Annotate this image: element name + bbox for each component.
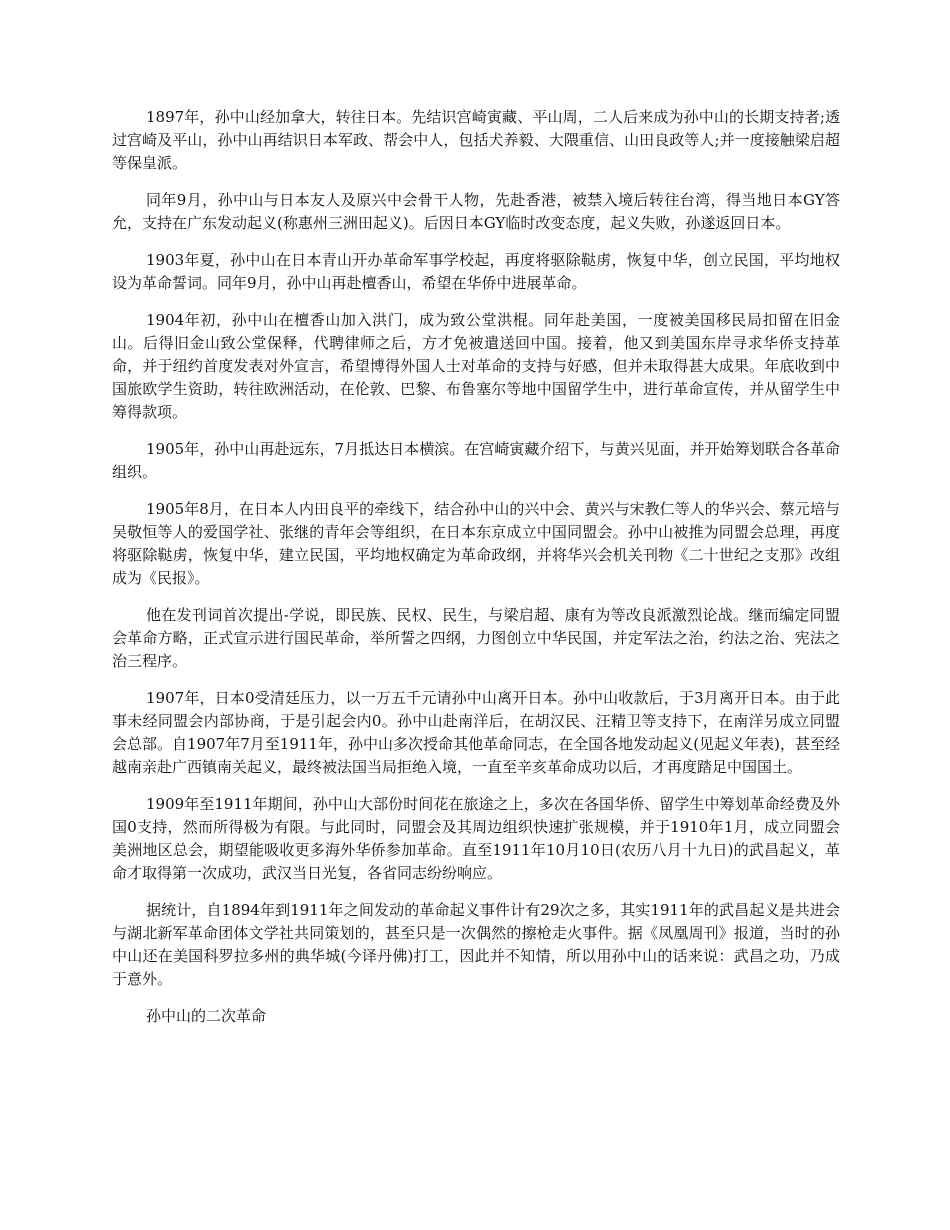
paragraph-1905-july: 1905年，孙中山再赴远东，7月抵达日本横滨。在宫崎寅藏介绍下，与黄兴见面，并开始筹划联合各革命组织。 — [112, 440, 840, 481]
paragraph-statistics: 据统计，自1894年到1911年之间发动的革命起义事件计有29次之多，其实1911年的武昌起义是共进会与湖北新军革命团体文学社共同策划的，甚至只是一次偶然的擦枪走火事件。据《凤凰周刊》报道，当时的孙中山还在美国科罗拉多州的典华城(今译丹佛)打工，因此并不知情，所以用孙中山的话来说：武昌之功，乃成于意外。 — [112, 901, 840, 988]
paragraph-1909-1911: 1909年至1911年期间，孙中山大部份时间花在旅途之上，多次在各国华侨、留学生中筹划革命经费及外国0支持，然而所得极为有限。与此同时，同盟会及其周边组织快速扩张规模，并于1910年1月，成立同盟会美洲地区总会，期望能吸收更多海外华侨参加革命。直至1911年10月10日(农历八月十九日)的武昌起义，革命才取得第一次成功，武汉当日光复，各省同志纷纷响应。 — [112, 795, 840, 882]
paragraph-1907: 1907年，日本0受清廷压力，以一万五千元请孙中山离开日本。孙中山收款后，于3月离开日本。由于此事未经同盟会内部协商，于是引起会内0。孙中山赴南洋后，在胡汉民、汪精卫等支持下，在南洋另成立同盟会总部。自1907年7月至1911年，孙中山多次授命其他革命同志，在全国各地发动起义(见起义年表)，甚至经越南亲赴广西镇南关起义，最终被法国当局拒绝入境，一直至辛亥革命成功以后，才再度踏足中国国土。 — [112, 689, 840, 776]
paragraph-1905-august: 1905年8月，在日本人内田良平的牵线下，结合孙中山的兴中会、黄兴与宋教仁等人的华兴会、蔡元培与吴敬恒等人的爱国学社、张继的青年会等组织，在日本东京成立中国同盟会。孙中山被推为同盟会总理，再度将驱除鞑虏，恢复中华，建立民国，平均地权确定为革命政纲，并将华兴会机关刊物《二十世纪之支那》改组成为《民报》。 — [112, 500, 840, 587]
paragraph-manifesto: 他在发刊词首次提出-学说，即民族、民权、民生，与梁启超、康有为等改良派激烈论战。继而编定同盟会革命方略，正式宣示进行国民革命，举所誓之四纲，力图创立中华民国，并定军法之治，约法之治、宪法之治三程序。 — [112, 606, 840, 670]
paragraph-1897: 1897年，孙中山经加拿大，转往日本。先结识宫崎寅藏、平山周，二人后来成为孙中山的长期支持者;透过宫崎及平山，孙中山再结识日本军政、帮会中人，包括犬养毅、大隈重信、山田良政等人;并一度接触梁启超等保皇派。 — [112, 108, 840, 172]
paragraph-september: 同年9月，孙中山与日本友人及原兴中会骨干人物，先赴香港，被禁入境后转往台湾，得当地日本GY答允，支持在广东发动起义(称惠州三洲田起义)。后因日本GY临时改变态度，起义失败，孙遂返回日本。 — [112, 191, 840, 232]
paragraph-1903: 1903年夏，孙中山在日本青山开办革命军事学校起，再度将驱除鞑虏，恢复中华，创立民国，平均地权设为革命誓词。同年9月，孙中山再赴檀香山，希望在华侨中进展革命。 — [112, 251, 840, 292]
document-page — [112, 106, 840, 1028]
paragraph-1904: 1904年初，孙中山在檀香山加入洪门，成为致公堂洪棍。同年赴美国，一度被美国移民局扣留在旧金山。后得旧金山致公堂保释，代聘律师之后，方才免被遣送回中国。接着，他又到美国东岸寻求华侨支持革命，并于纽约首度发表对外宣言，希望博得外国人士对革命的支持与好感，但并未取得甚大成果。年底收到中国旅欧学生资助，转往欧洲活动，在伦敦、巴黎、布鲁塞尔等地中国留学生中，进行革命宣传，并从留学生中筹得款项。 — [112, 311, 840, 421]
section-heading: 孙中山的二次革命 — [146, 1007, 267, 1025]
